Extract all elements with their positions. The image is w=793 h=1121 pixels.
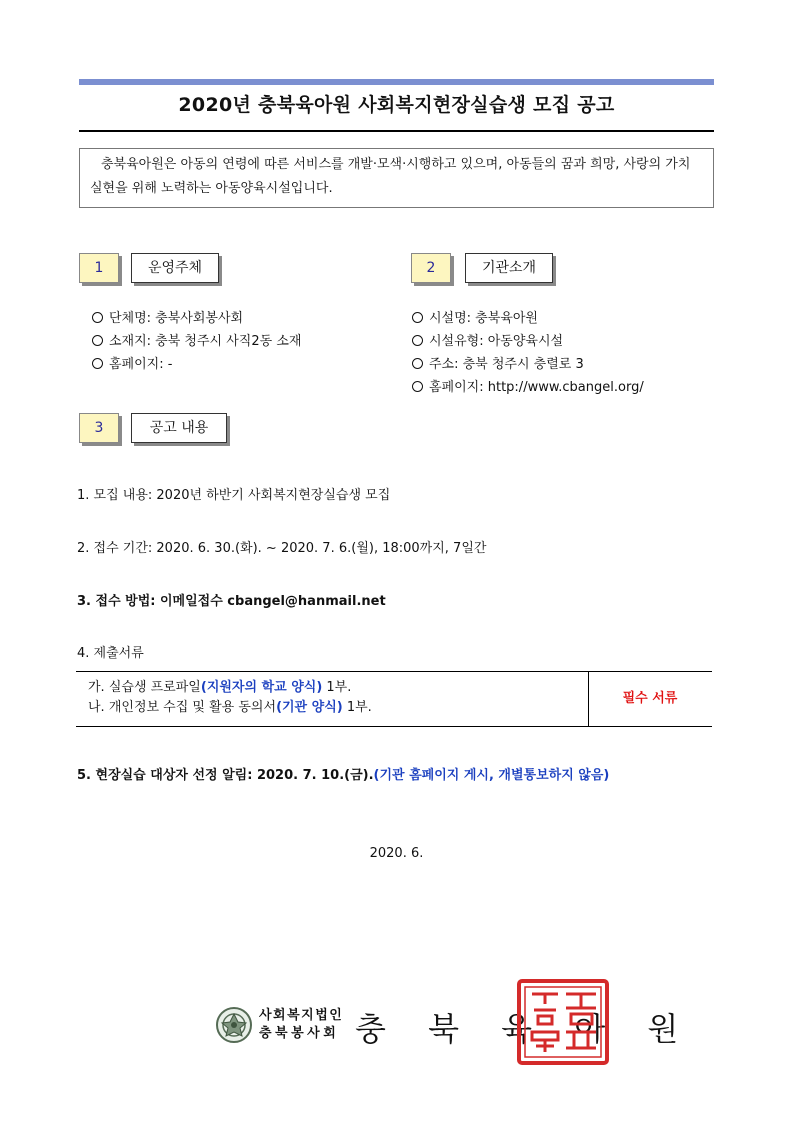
section-3-number: 3 (79, 413, 119, 443)
circle-bullet-icon (92, 358, 103, 369)
circle-bullet-icon (412, 358, 423, 369)
list-item: 홈페이지: - (92, 353, 301, 376)
signature-org-type: 사회복지법인 (259, 1008, 344, 1023)
notice-item-2: 2. 접수 기간: 2020. 6. 30.(화). ~ 2020. 7. 6.(월), 18:00까지, 7일간 (77, 541, 487, 556)
section-1-number: 1 (79, 253, 119, 283)
circle-bullet-icon (412, 335, 423, 346)
circle-bullet-icon (92, 312, 103, 323)
page-title: 2020년 충북육아원 사회복지현장실습생 모집 공고 (178, 94, 615, 116)
notice-item-1: 1. 모집 내용: 2020년 하반기 사회복지현장실습생 모집 (77, 488, 391, 503)
section-3-label: 공고 내용 (131, 413, 227, 443)
notice-item-3: 3. 접수 방법: 이메일접수 cbangel@hanmail.net (77, 594, 386, 609)
document-row-2: 나. 개인정보 수집 및 활용 동의서(기관 양식) 1부. (88, 700, 372, 715)
list-item: 시설유형: 아동양육시설 (412, 330, 644, 353)
notice-item-5: 5. 현장실습 대상자 선정 알림: 2020. 7. 10.(금).(기관 홈페이지 게시, 개별통보하지 않음) (77, 768, 610, 783)
documents-list (76, 672, 589, 726)
intro-text: 충북육아원은 아동의 연령에 따른 서비스를 개발·모색·시행하고 있으며, 아동들의 꿈과 희망, 사랑의 가치 실현을 위해 노력하는 아동양육시설입니다. (90, 157, 691, 196)
notice-item-4: 4. 제출서류 (77, 646, 144, 661)
required-docs-label: 필수 서류 (622, 691, 678, 706)
section-2-label: 기관소개 (465, 253, 553, 283)
list-item: 시설명: 충북육아원 (412, 307, 644, 330)
documents-table (76, 671, 712, 727)
official-seal-icon (516, 978, 610, 1066)
list-item: 주소: 충북 청주시 충렬로 3 (412, 353, 644, 376)
organization-emblem-icon (215, 1006, 253, 1044)
document-row-1: 가. 실습생 프로파일(지원자의 학교 양식) 1부. (88, 680, 352, 695)
circle-bullet-icon (92, 335, 103, 346)
title-top-bar (79, 79, 714, 85)
circle-bullet-icon (412, 312, 423, 323)
list-item: 소재지: 충북 청주시 사직2동 소재 (92, 330, 301, 353)
section-2-number: 2 (411, 253, 451, 283)
list-item: 홈페이지: http://www.cbangel.org/ (412, 376, 644, 399)
signature-name: 충 북 육 아 원 (355, 1010, 695, 1048)
signature-org-name: 충북봉사회 (259, 1026, 340, 1041)
section-1-label: 운영주체 (131, 253, 219, 283)
list-item: 단체명: 충북사회봉사회 (92, 307, 301, 330)
section-1-list (92, 307, 301, 376)
intro-box (79, 148, 714, 208)
title-divider (79, 130, 714, 132)
section-2-list (412, 307, 644, 399)
circle-bullet-icon (412, 381, 423, 392)
notice-date: 2020. 6. (369, 846, 424, 861)
